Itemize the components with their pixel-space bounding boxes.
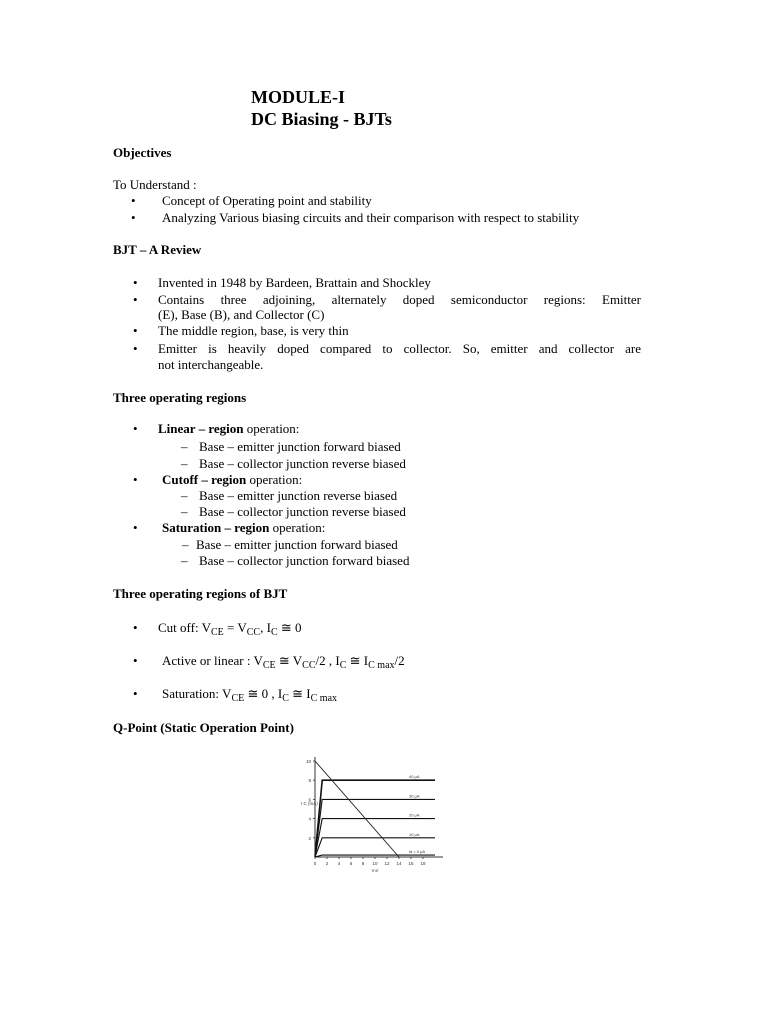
- cutoff-region-item: • Cutoff – region operation:: [133, 472, 303, 487]
- bjt-regions-heading: Three operating regions of BJT: [113, 586, 288, 601]
- x-tick-label: 14: [396, 861, 402, 866]
- saturation-sub-2: – Base – collector junction forward biased: [181, 553, 410, 568]
- objectives-intro: To Understand :: [113, 177, 197, 192]
- bullet-icon: •: [133, 472, 138, 487]
- curve-label: 20 μA: [409, 812, 420, 818]
- y-tick-label: 2: [308, 835, 311, 841]
- regions-heading: Three operating regions: [113, 390, 247, 405]
- x-tick-label: 18: [420, 861, 426, 866]
- characteristic-curve-chart: [290, 752, 450, 872]
- review-bullet-2: [133, 292, 138, 308]
- x-tick-label: 12: [384, 861, 390, 866]
- curve-label: Iʙ = 0 μA: [409, 849, 426, 855]
- x-tick-label: 4: [337, 861, 341, 866]
- module-title: MODULE-I: [251, 87, 345, 107]
- bullet-icon: •: [133, 686, 138, 701]
- cutoff-sub-2: – Base – collector junction reverse biased: [181, 504, 406, 519]
- curve-label: 40 μA: [409, 774, 420, 780]
- bullet-icon: •: [133, 653, 138, 668]
- saturation-region-item: • Saturation – region operation:: [133, 520, 326, 535]
- review-bullet-3: • The middle region, base, is very thin: [133, 323, 349, 338]
- x-tick-label: 10: [372, 861, 378, 866]
- x-tick-label: 2: [325, 861, 329, 866]
- linear-region-item: • Linear – region operation:: [133, 421, 300, 436]
- cutoff-sub-1: – Base – emitter junction reverse biased: [181, 488, 398, 503]
- x-axis-label: V₂ᴇ: [371, 868, 379, 872]
- load-line: [315, 761, 399, 857]
- x-tick-label: 6: [349, 861, 353, 866]
- saturation-sub-1: – Base – emitter junction forward biased: [182, 537, 398, 552]
- y-tick-label: 6: [308, 797, 311, 803]
- active-formula: • Active or linear : $V_{CE}$ ≅ $V_{CC}/2$ , $I_C$ ≅ $I_{C max}/2$: [133, 653, 405, 671]
- objectives-heading: Objectives: [113, 145, 172, 160]
- bullet-icon: •: [133, 323, 138, 338]
- bullet-icon: •: [133, 275, 138, 290]
- review-item-4a: Emitter is heavily doped compared to collector. So, emitter and collector are: [158, 341, 641, 356]
- bullet-icon: •: [133, 341, 138, 356]
- linear-sub-1: – Base – emitter junction forward biased: [181, 439, 401, 454]
- qpoint-heading: Q-Point (Static Operation Point): [113, 720, 294, 735]
- y-tick-label: 4: [308, 816, 311, 822]
- x-tick-label: 8: [361, 861, 365, 866]
- y-tick-label: 8: [308, 778, 311, 784]
- x-tick-label: 0: [313, 861, 317, 866]
- curve-label: 30 μA: [409, 793, 420, 799]
- topic-title: DC Biasing - BJTs: [251, 109, 392, 129]
- review-item-4b: not interchangeable.: [158, 357, 264, 372]
- bullet-icon: •: [133, 620, 138, 635]
- review-item-2b: (E), Base (B), and Collector (C): [158, 307, 325, 322]
- curve-line: [315, 838, 435, 857]
- y-tick-label: 10: [305, 759, 311, 764]
- bullet-icon: •: [133, 292, 138, 307]
- review-bullet-4: [133, 341, 138, 357]
- cutoff-formula: • Cut off: $V_{CE} = V_{CC}$, $I_C$ ≅ 0: [133, 620, 302, 638]
- bullet-icon: •: [131, 210, 136, 225]
- curve-label: 10 μA: [409, 831, 420, 837]
- review-item-2a: Contains three adjoining, alternately doped semiconductor regions: Emitter: [158, 292, 641, 307]
- objective-item: • Analyzing Various biasing circuits and their comparison with respect to stability: [131, 210, 580, 225]
- x-tick-label: 16: [408, 861, 414, 866]
- y-axis-label: I C (mA): [301, 801, 318, 806]
- linear-sub-2: – Base – collector junction reverse biased: [181, 456, 406, 471]
- bullet-icon: •: [133, 421, 138, 436]
- saturation-formula: • Saturation: $V_{CE}$ ≅ 0 , $I_C$ ≅ $I_{C max}$: [133, 686, 338, 704]
- review-bullet-1: • Invented in 1948 by Bardeen, Brattain and Shockley: [133, 275, 431, 290]
- bullet-icon: •: [131, 193, 136, 208]
- bullet-icon: •: [133, 520, 138, 535]
- objective-item: • Concept of Operating point and stability: [131, 193, 372, 208]
- review-heading: BJT – A Review: [113, 242, 202, 257]
